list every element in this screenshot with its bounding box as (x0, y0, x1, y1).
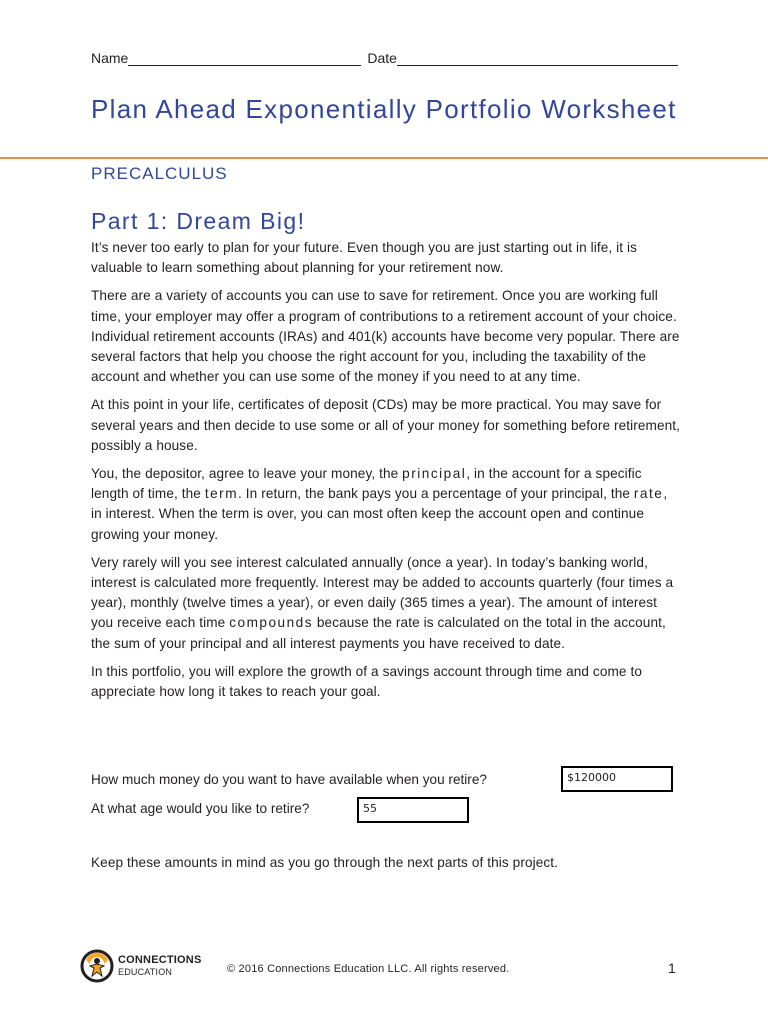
p5-text-b: because the rate is calculated on the total in the account, the sum of your principal and all interest payments you have received to date. (91, 615, 666, 651)
retirement-money-question: How much money do you want to have available when you retire? (91, 772, 487, 787)
page-number: 1 (668, 960, 676, 976)
name-blank[interactable] (128, 51, 361, 66)
paragraph-2: There are a variety of accounts you can use to save for retirement. Once you are working full time, your employer may offer a program of contributions to a retirement account of your choice. Individual retirement accounts (IRAs) and 401(k) accounts have become very popular. There are several factors that help you choose the right account for you, including the taxability of the account and whether you can use some of the money if you need to at any time. (91, 288, 680, 385)
name-date-row (91, 46, 678, 66)
paragraph-5 (91, 553, 681, 654)
p4-text-d: , in interest. When the term is over, you can most often keep the account open and continue growing your money. (91, 486, 668, 542)
logo-wordmark (118, 954, 201, 978)
logo-line-2: EDUCATION (118, 967, 173, 977)
term-term: term (204, 486, 239, 502)
p4-text-b: , in the account for a specific length of time, the (91, 466, 642, 502)
p5-text-a: Very rarely will you see interest calculated annually (once a year). In today’s banking world, interest is calculated more frequently. Interest may be added to accounts quarterly (four times a year), monthly (twelve times a year), or even daily (365 times a year). The amount of interest you receive each time (91, 554, 674, 631)
retirement-money-field[interactable]: $120000 (561, 766, 673, 792)
p4-text-a: You, the depositor, agree to leave your money, the (91, 466, 403, 482)
title-divider (0, 157, 768, 159)
part-heading: Part 1: Dream Big! (91, 208, 306, 234)
term-rate: rate (633, 486, 664, 502)
closing-text: Keep these amounts in mind as you go through the next parts of this project. (91, 855, 559, 870)
logo-line-1: CONNECTIONS (118, 954, 202, 966)
date-label: Date (367, 50, 397, 66)
paragraph-6: In this portfolio, you will explore the growth of a savings account through time and come to appreciate how long it takes to reach your goal. (91, 663, 642, 700)
p4-text-c: . In return, the bank pays you a percentage of your principal, the (238, 486, 634, 502)
subject-label: PRECALCULUS (91, 164, 228, 183)
name-label: Name (91, 50, 129, 66)
page-title: Plan Ahead Exponentially Portfolio Worksheet (91, 94, 677, 124)
term-principal: principal (402, 466, 467, 482)
retirement-age-question: At what age would you like to retire? (91, 801, 310, 816)
paragraph-3: At this point in your life, certificates of deposit (CDs) may be more practical. You may save for several years and then decide to use some or all of your money for something before retirement, possibly a house. (91, 397, 681, 453)
term-compounds: compounds (229, 615, 313, 631)
retirement-age-field[interactable]: 55 (357, 797, 469, 823)
body-text (91, 238, 681, 710)
date-blank[interactable] (397, 51, 678, 66)
copyright-text: © 2016 Connections Education LLC. All rights reserved. (227, 963, 510, 975)
paragraph-4 (91, 464, 681, 545)
paragraph-1: It’s never too early to plan for your future. Even though you are just starting out in life, it is valuable to learn something about planning for your retirement now. (91, 240, 638, 276)
